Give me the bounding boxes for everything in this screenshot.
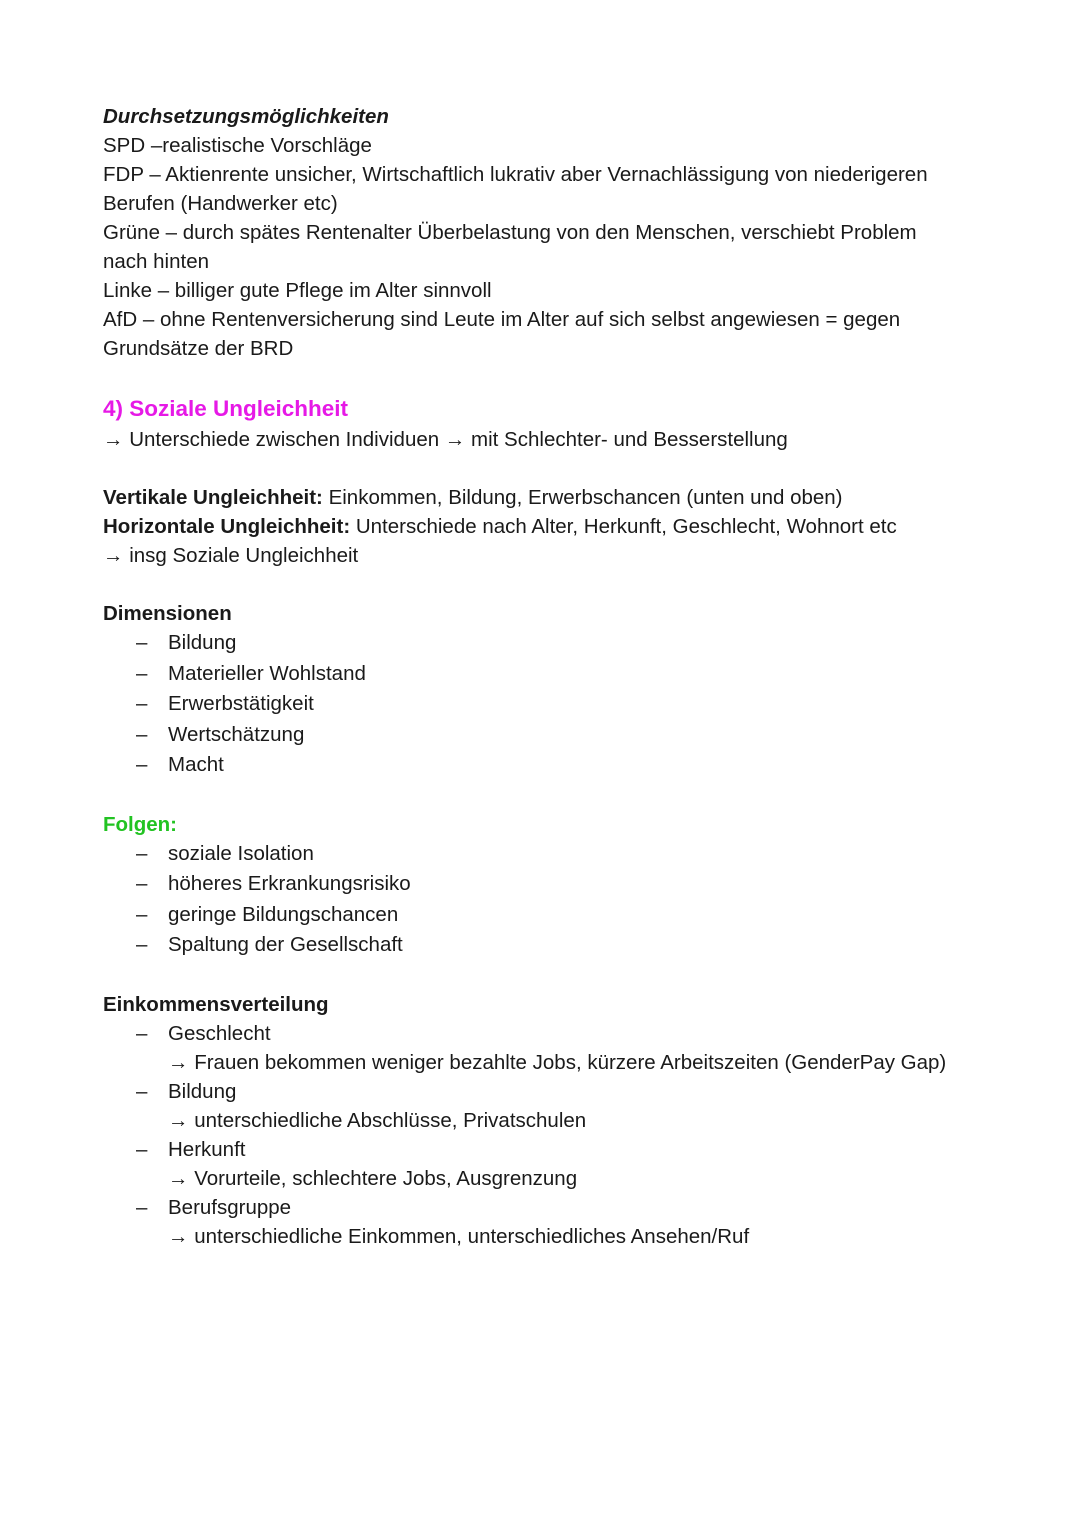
durchsetzung-heading: Durchsetzungsmöglichkeiten (103, 105, 389, 128)
list-item-label: Geschlecht (168, 1021, 271, 1045)
dimensionen-list (103, 628, 1003, 781)
list-item-label: Bildung (168, 631, 237, 654)
spacer (103, 570, 1003, 599)
durchsetzung-line-gruene: Grüne – durch spätes Rentenalter Überbelastung von den Menschen, verschiebt Problem (103, 221, 917, 244)
folgen-list (103, 839, 1003, 961)
list-item-label: soziale Isolation (168, 841, 314, 865)
dimensionen-heading: Dimensionen (103, 602, 232, 625)
vertikal-label: Vertikale Ungleichheit: (103, 486, 323, 509)
list-item (103, 930, 1003, 961)
list-item-label: Spaltung der Gesellschaft (168, 933, 403, 956)
durchsetzung-line-gruene-cont: nach hinten (103, 250, 210, 273)
list-item (103, 720, 1003, 751)
dash-bullet: – (136, 872, 148, 895)
list-item-detail: → unterschiedliche Abschlüsse, Privatschulen (168, 1108, 587, 1132)
durchsetzung-line-fdp: FDP – Aktienrente unsicher, Wirtschaftlich lukrativ aber Vernachlässigung von niederigeren (103, 163, 928, 186)
list-item (103, 1077, 1003, 1135)
durchsetzung-line-linke: Linke – billiger gute Pflege im Alter sinnvoll (103, 279, 492, 302)
list-item-detail: → unterschiedliche Einkommen, unterschiedliches Ansehen/Ruf (168, 1224, 750, 1248)
list-item (103, 628, 1003, 659)
insg-line: → insg Soziale Ungleichheit (103, 544, 359, 567)
section-title-soziale-ungleichheit: 4) Soziale Ungleichheit (103, 396, 349, 421)
durchsetzung-line-fdp-cont: Berufen (Handwerker etc) (103, 192, 338, 215)
list-item-label: Herkunft (168, 1137, 246, 1161)
spacer (103, 781, 1003, 810)
list-item (103, 659, 1003, 690)
document-page (103, 102, 1003, 1251)
list-item-label: geringe Bildungschancen (168, 902, 399, 926)
list-item-label: Bildung (168, 1079, 237, 1103)
dash-bullet: – (136, 692, 148, 715)
dash-bullet: – (136, 933, 148, 956)
list-item (103, 1019, 1003, 1077)
section-intro: → Unterschiede zwischen Individuen → mit Schlechter- und Besserstellung (103, 428, 788, 451)
durchsetzung-line-afd-cont: Grundsätze der BRD (103, 337, 294, 360)
list-item (103, 689, 1003, 720)
dash-bullet: – (136, 1021, 148, 1045)
durchsetzung-line-spd: SPD –realistische Vorschläge (103, 134, 372, 157)
dash-bullet: – (136, 841, 148, 865)
list-item-label: Berufsgruppe (168, 1195, 292, 1219)
folgen-heading: Folgen: (103, 812, 178, 836)
einkommen-heading: Einkommensverteilung (103, 992, 329, 1016)
list-item (103, 1193, 1003, 1251)
list-item-detail: → Frauen bekommen weniger bezahlte Jobs, kürzere Arbeitszeiten (GenderPay Gap) (168, 1050, 947, 1074)
dash-bullet: – (136, 1195, 148, 1219)
dash-bullet: – (136, 902, 148, 926)
list-item-label: höheres Erkrankungsrisiko (168, 872, 411, 895)
list-item-label: Macht (168, 753, 224, 776)
dash-bullet: – (136, 631, 148, 654)
dash-bullet: – (136, 753, 148, 776)
dash-bullet: – (136, 1079, 148, 1103)
list-item (103, 750, 1003, 781)
list-item-detail: → Vorurteile, schlechtere Jobs, Ausgrenzung (168, 1166, 578, 1190)
horizontal-label: Horizontale Ungleichheit: (103, 515, 351, 538)
list-item (103, 869, 1003, 900)
list-item (103, 900, 1003, 931)
list-item (103, 1135, 1003, 1193)
spacer (103, 961, 1003, 990)
list-item (103, 839, 1003, 870)
horizontale-ungleichheit (103, 512, 1003, 541)
spacer (103, 454, 1003, 483)
vertikale-ungleichheit (103, 483, 1003, 512)
list-item-label: Erwerbstätigkeit (168, 692, 314, 715)
dash-bullet: – (136, 1137, 148, 1161)
durchsetzung-line-afd: AfD – ohne Rentenversicherung sind Leute im Alter auf sich selbst angewiesen = gegen (103, 308, 901, 331)
horizontal-text: Unterschiede nach Alter, Herkunft, Geschlecht, Wohnort etc (350, 515, 897, 538)
list-item-label: Materieller Wohlstand (168, 661, 366, 685)
einkommen-list (103, 1019, 1003, 1251)
dash-bullet: – (136, 722, 148, 746)
dash-bullet: – (136, 661, 148, 685)
list-item-label: Wertschätzung (168, 722, 305, 746)
vertikal-text: Einkommen, Bildung, Erwerbschancen (unten und oben) (322, 486, 843, 509)
